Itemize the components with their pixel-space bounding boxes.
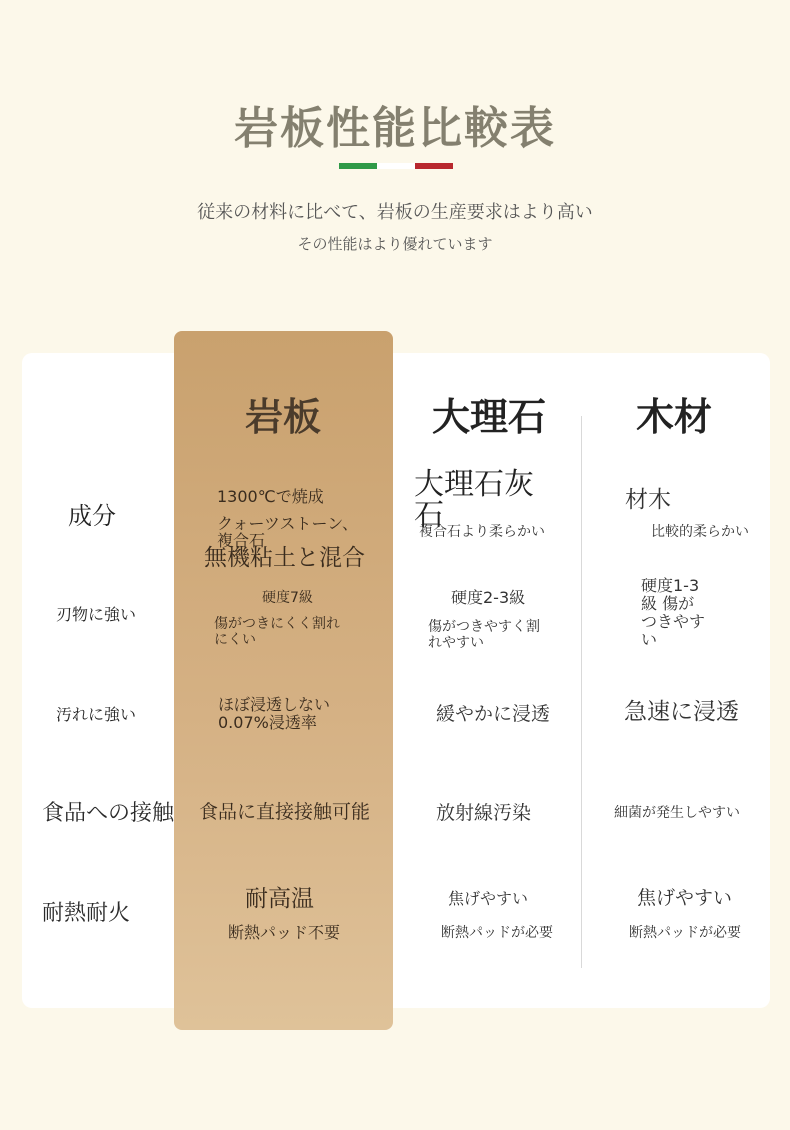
marble-cut-line2: 傷がつきやすく割 れやすい: [428, 619, 540, 652]
marble-composition-main: 大理石灰 石: [414, 467, 534, 533]
row-label-heat-fire: 耐熱耐火: [42, 901, 131, 926]
wood-food-line1: 細菌が発生しやすい: [614, 805, 740, 821]
marble-composition-sub: 複合石より柔らかい: [419, 524, 545, 540]
row-label-cut-resistance: 刃物に強い: [56, 605, 137, 624]
flag-red-stripe: [415, 163, 453, 169]
stone-heat-line2: 断熱パッド不要: [228, 923, 341, 942]
column-header-marble: 大理石: [432, 395, 547, 439]
column-header-stone: 岩板: [245, 395, 322, 439]
stone-composition-line2: クォーツストーン、 複合石: [217, 514, 358, 550]
stone-cut-line1: 硬度7級: [262, 590, 313, 606]
wood-stain-line1: 急速に浸透: [624, 699, 739, 725]
flag-green-stripe: [339, 163, 377, 169]
marble-stain-line1: 緩やかに浸透: [436, 703, 551, 725]
stone-food-line1: 食品に直接接触可能: [199, 801, 371, 823]
stone-cut-line2: 傷がつきにくく割れ にくい: [214, 616, 340, 649]
marble-heat-line1: 焦げやすい: [448, 889, 529, 908]
subtitle-line2: その性能はより優れています: [297, 235, 493, 253]
row-label-composition: 成分: [68, 502, 116, 530]
column-divider: [581, 416, 582, 968]
wood-heat-line2: 断熱パッドが必要: [629, 925, 741, 941]
marble-food-line1: 放射線汚染: [436, 802, 532, 824]
flag-white-stripe: [377, 163, 415, 169]
row-label-food-contact: 食品への接触: [42, 801, 175, 826]
stone-composition-line1: 1300℃で焼成: [217, 487, 324, 506]
stone-composition-line3: 無機粘土と混合: [204, 545, 365, 571]
wood-cut-line1: 硬度1-3 級 傷が つきやす い: [641, 576, 706, 649]
row-label-stain-resistance: 汚れに強い: [56, 705, 137, 724]
wood-heat-line1: 焦げやすい: [637, 887, 733, 909]
wood-composition-sub: 比較的柔らかい: [651, 524, 749, 540]
subtitle-line1: 従来の材料に比べて、岩板の生産要求はより高い: [197, 202, 593, 223]
wood-composition-main: 材木: [625, 487, 671, 513]
italian-flag-bar: [339, 163, 453, 169]
column-header-wood: 木材: [636, 395, 713, 439]
marble-cut-line1: 硬度2-3級: [451, 588, 526, 607]
stone-stain-line1: ほぼ浸透しない 0.07%浸透率: [218, 695, 331, 733]
page-title: 岩板性能比較表: [234, 103, 556, 154]
marble-heat-line2: 断熱パッドが必要: [441, 925, 553, 941]
stone-heat-line1: 耐高温: [245, 886, 314, 912]
